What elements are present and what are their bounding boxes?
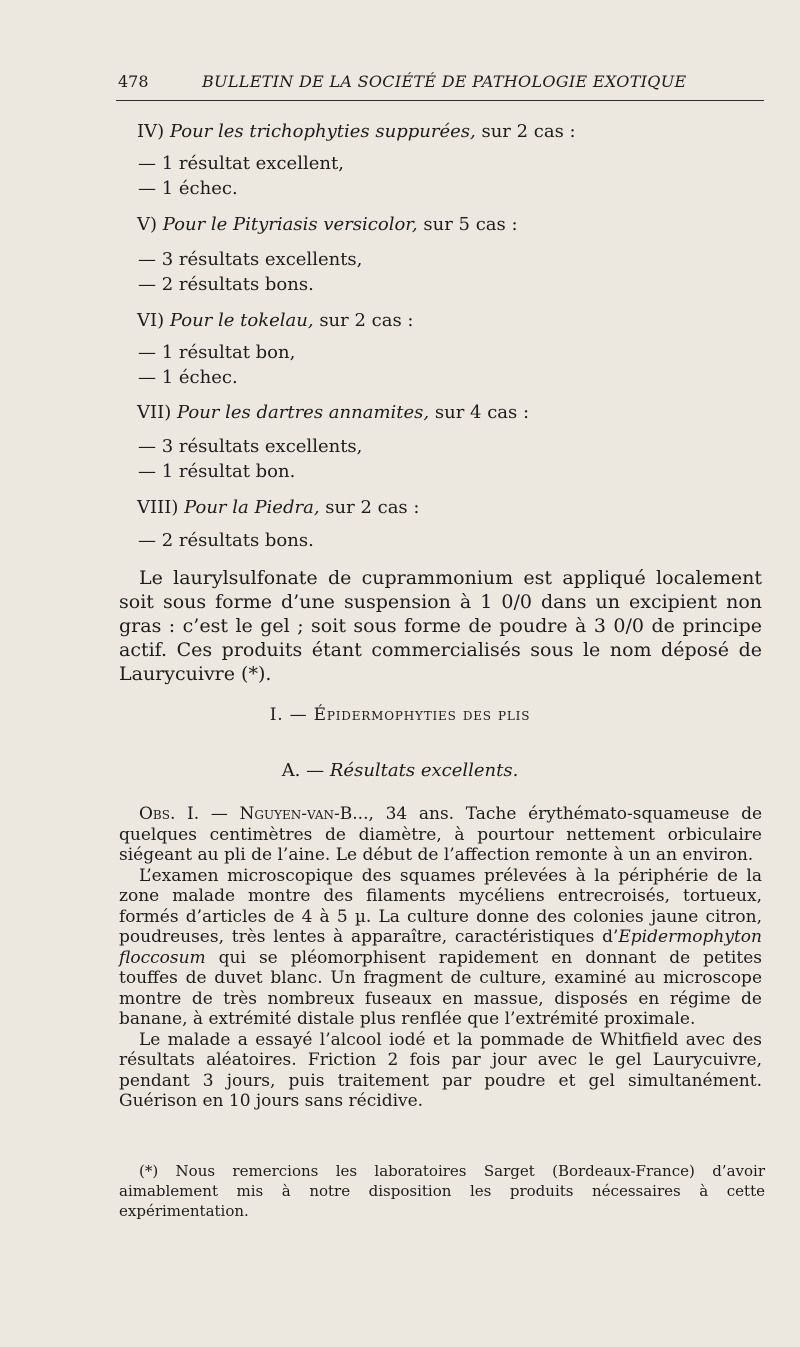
observation-paragraph-3: Le malade a essayé l’alcool iodé et la pommade de Whitfield avec des résultats aléatoires. Friction 2 fois par jour avec le gel Laurycuivre, pendant 3 jours, puis traitement par poudre et gel simultanément. Guérison en 10 jours sans récidive.: [119, 1029, 762, 1111]
result-line: — 3 résultats excellents,: [138, 249, 363, 270]
running-title: BULLETIN DE LA SOCIÉTÉ DE PATHOLOGIE EXOTIQUE: [202, 72, 687, 91]
section-title: I. — Épidermophyties des plis: [269, 705, 531, 725]
result-line: — 1 résultat bon,: [138, 342, 296, 363]
observation-label: Obs. I. —: [139, 804, 228, 824]
result-heading-viii: VIII) Pour la Piedra, sur 2 cas :: [137, 497, 420, 518]
observation-paragraph-1: Obs. I. — Nguyen-van-B..., 34 ans. Tache érythémato-squameuse de quelques centimètres de diamètre, à pourtour nettement orbiculaire siégeant au pli de l’aine. Le début de l’affection remonte à un an environ.: [119, 804, 763, 865]
result-line: — 3 résultats excellents,: [138, 436, 363, 457]
result-heading-vii: VII) Pour les dartres annamites, sur 4 cas :: [137, 402, 530, 423]
page-number: 478: [118, 72, 149, 91]
observation-block: [119, 804, 762, 1112]
result-heading-iv: IV) Pour les trichophyties suppurées, sur 2 cas :: [137, 121, 576, 142]
result-line: — 2 résultats bons.: [138, 274, 314, 295]
result-heading-v: V) Pour le Pityriasis versicolor, sur 5 cas :: [137, 214, 518, 235]
observation-paragraph-2: L’examen microscopique des squames prélevées à la périphérie de la zone malade montre des filaments mycéliens entrecroisés, tortueux, formés d’articles de 4 à 5 µ. La culture donne des colonies jaune citron, poudreuses, très lentes à apparaître, caractéristiques d’Epidermophyton floccosum qui se pléomorphisent rapidement en donnant de petites touffes de duvet blanc. Un fragment de culture, examiné au microscope montre de très nombreux fuseaux en massue, disposés en régime de banane, à extrémité distale plus renflée que l’extrémité proximale.: [119, 865, 762, 1029]
patient-name: Nguyen-van-B...,: [239, 804, 374, 824]
result-heading-vi: VI) Pour le tokelau, sur 2 cas :: [137, 310, 414, 331]
result-line: — 1 résultat excellent,: [138, 153, 344, 174]
result-line: — 1 échec.: [138, 367, 238, 388]
page-header: [116, 70, 764, 101]
subsection-title: A. — Résultats excellents.: [281, 760, 519, 781]
species-name: Epidermophyton floccosum: [119, 927, 762, 968]
footnote: (*) Nous remercions les laboratoires Sarget (Bordeaux-France) d’avoir aimablement mis à notre disposition les produits nécessaires à cette expérimentation.: [119, 1162, 765, 1220]
result-line: — 1 échec.: [138, 178, 238, 199]
result-line: — 2 résultats bons.: [138, 530, 314, 551]
result-line: — 1 résultat bon.: [138, 461, 296, 482]
body-paragraph: Le laurylsulfonate de cuprammonium est appliqué localement soit sous forme d’une suspension à 1 0/0 dans un excipient non gras : c’est le gel ; soit sous forme de poudre à 3 0/0 de principe actif. Ces produits étant commercialisés sous le nom déposé de Laurycuivre (*).: [119, 567, 762, 685]
